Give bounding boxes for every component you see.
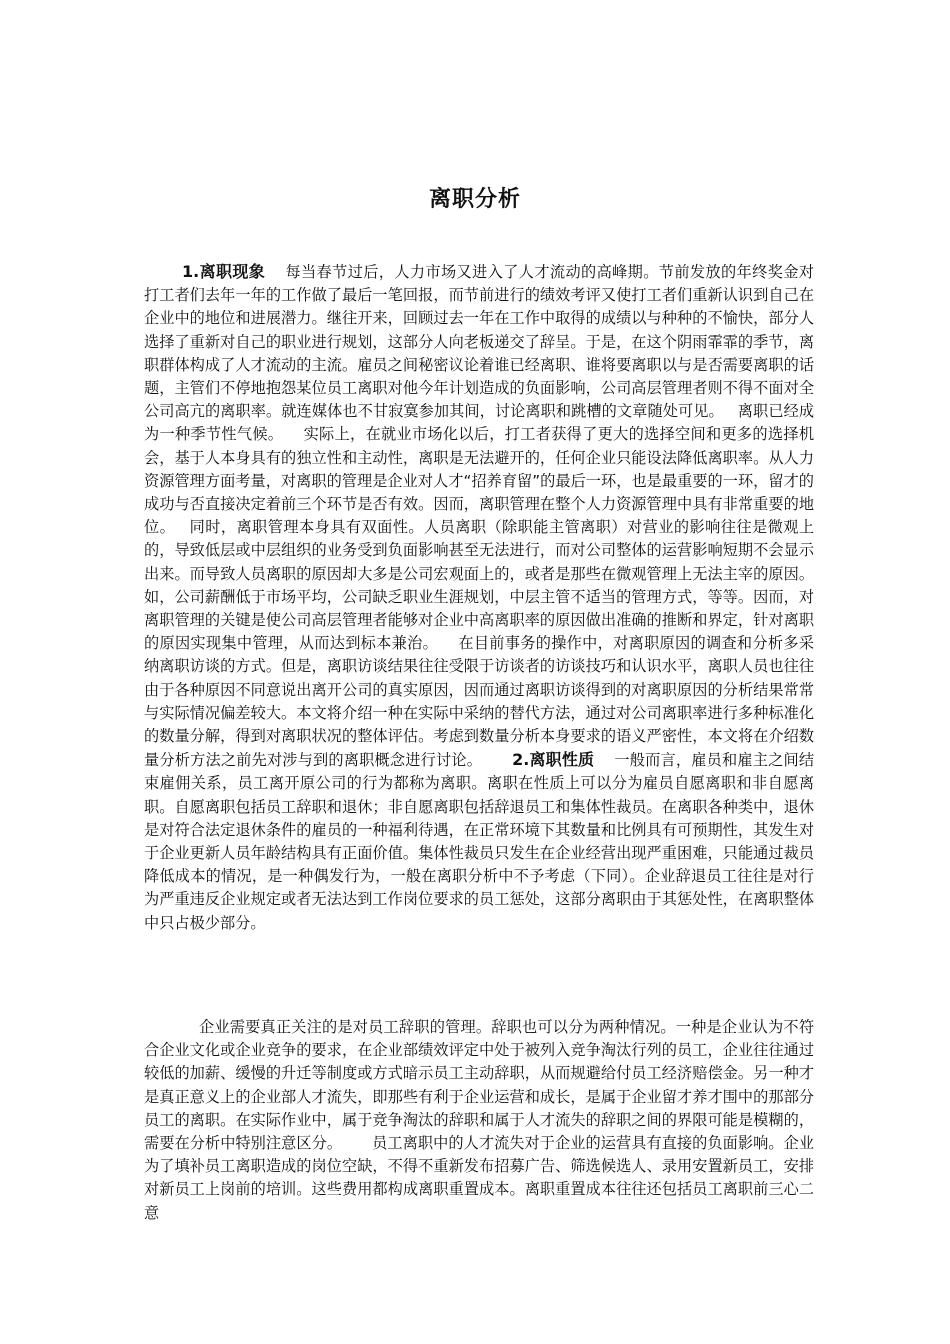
- section-heading-1: 1.离职现象: [182, 262, 266, 281]
- paragraph-text: 每当春节过后，人力市场又进入了人才流动的高峰期。节前发放的年终奖金对打工者们去年一年的工作做了最后一笔回报，而节前进行的绩效考评又使打工者们重新认识到自己在企业中的地位和进展潜力。继往开来，回顾过去一年在工作中取得的成绩以与种种的不愉快，部分人选择了重新对自己的职业进行规划，这部分人向老板递交了辞呈。于是，在这个阴雨霏霏的季节，离职群体构成了人才流动的主流。雇员之间秘密议论着谁已经离职、谁将要离职以与是否需要离职的话题，主管们不停地抱怨某位员工离职对他今年计划造成的负面影响，公司高层管理者则不得不面对全公司高亢的离职率。就连媒体也不甘寂寞参加其间，讨论离职和跳槽的文章随处可见。: [144, 263, 814, 421]
- paragraph-text: 实际上，在就业市场化以后，打工者获得了更大的选择空间和更多的选择机会，基于人本身具有的独立性和主动性，离职是无法避开的，任何企业只能设法降低离职率。从人力资源管理方面考量，对离职的管理是企业对人才“招养育留”的最后一环，也是最重要的一环，留才的成功与否直接决定着前三个环节是否有效。因而，离职管理在整个人力资源管理中具有非常重要的地位。: [144, 425, 815, 537]
- paragraph-text: 员工离职中的人才流失对于企业的运营具有直接的负面影响。企业为了填补员工离职造成的岗位空缺，不得不重新发布招募广告、筛选候选人、录用安置新员工，安排对新员工上岗前的培训。这些费用都构成离职重置成本。离职重置成本往往还包括员工离职前三心二意: [144, 1134, 815, 1222]
- paragraph-section-1: [144, 260, 814, 935]
- paragraph-text: 离职已经成为一种季节性气候。: [144, 402, 815, 444]
- paragraph-text: 同时，离职管理本身具有双面性。人员离职（除职能主管离职）对营业的影响往往是微观上的，导致低层或中层组织的业务受到负面影响甚至无法进行，而对公司整体的运营影响短期不会显示出来。而导致人员离职的原因却大多是公司宏观面上的，或者是那些在微观管理上无法主宰的原因。如，公司薪酬低于市场平均，公司缺乏职业生涯规划，中层主管不适当的管理方式，等等。因而，对离职管理的关键是使公司高层管理者能够对企业中高离职率的原因做出准确的推断和界定，针对离职的原因实现集中管理，从而达到标本兼治。: [144, 518, 815, 653]
- section-heading-2: 2.离职性质: [512, 750, 595, 770]
- paragraph-text: 在目前事务的操作中，对离职原因的调查和分析多采纳离职访谈的方式。但是，离职访谈结果往往受限于访谈者的访谈技巧和认识水平，离职人员也往往由于各种原因不同意说出离开公司的真实原因，因而通过离职访谈得到的对离职原因的分析结果常常与实际情况偏差较大。本文将介绍一种在实际中采纳的替代方法，通过对公司离职率进行多种标准化的数量分解，得到对离职状况的整体评估。考虑到数量分析本身要求的语义严密性，本文将在介绍数量分析方法之前先对涉与到的离职概念进行讨论。: [144, 634, 815, 770]
- document-title: 离职分析: [428, 187, 521, 212]
- paragraph-resignation: [144, 1016, 814, 1225]
- paragraph-text: 企业需要真正关注的是对员工辞职的管理。辞职也可以分为两种情况。一种是企业认为不符合企业文化或企业竞争的要求，在企业部绩效评定中处于被列入竞争淘汰行列的员工，企业往往通过较低的加薪、缓慢的升迁等制度或方式暗示员工主动辞职，从而规避给付员工经济赔偿金。另一种才是真正意义上的企业部人才流失，即那些有利于企业运营和成长，是属于企业留才养才围中的那部分员工的离职。在实际作业中，属于竞争淘汰的辞职和属于人才流失的辞职之间的界限可能是模糊的，需要在分析中特别注意区分。: [144, 1018, 814, 1153]
- paragraph-text: 一般而言，雇员和雇主之间结束雇佣关系，员工离开原公司的行为都称为离职。离职在性质上可以分为雇员自愿离职和非自愿离职。自愿离职包括员工辞职和退休；非自愿离职包括辞退员工和集体性裁员。在离职各种类中，退休是对符合法定退休条件的雇员的一种福利待遇，在正常环境下其数量和比例具有可预期性，其发生对于企业更新人员年龄结构具有正面价值。集体性裁员只发生在企业经营出现严重困难，只能通过裁员降低成本的情况，是一种偶发行为，一般在离职分析中不予考虑（下同）。企业辞退员工往往是对行为严重违反企业规定或者无法达到工作岗位要求的员工惩处，这部分离职由于其惩处性，在离职整体中只占极少部分。: [144, 751, 815, 932]
